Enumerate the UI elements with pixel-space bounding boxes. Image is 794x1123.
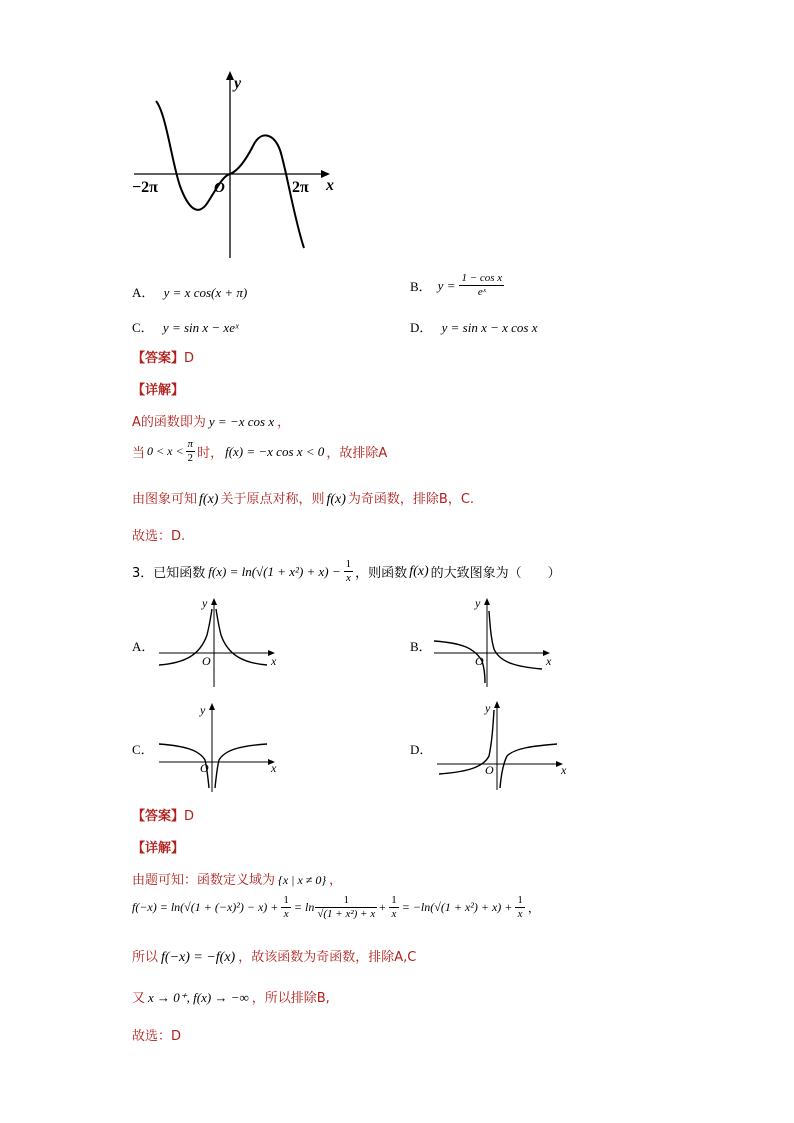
line2-plus: +: [378, 900, 387, 914]
svg-text:x: x: [271, 761, 277, 775]
stem-text-a: 3．已知函数: [132, 566, 206, 581]
line4-b: ，所以排除B,: [251, 991, 330, 1006]
line2-math: f(x) = −x cos x < 0: [225, 443, 325, 459]
svg-text:y: y: [200, 703, 206, 717]
q3-option-a-label: A．: [132, 639, 155, 654]
x-axis-label: x: [326, 177, 334, 194]
svg-text:O: O: [202, 654, 211, 668]
q3-graph-d: [433, 698, 573, 793]
stem-frac-den: x: [345, 572, 351, 584]
line2-mid: 时，: [197, 446, 224, 461]
option-b-fraction: [459, 272, 504, 299]
line1-end: ，: [329, 873, 343, 888]
svg-text:O: O: [485, 763, 494, 777]
stem-m2: f(x): [409, 563, 429, 579]
line2-frac3: $\frac{1}{x}$: [391, 894, 397, 920]
q2-option-d: [410, 317, 538, 336]
line2-fraction: [186, 438, 196, 465]
line2-frac-num: π: [187, 438, 194, 450]
option-b-numerator: 1 − cos x: [461, 272, 503, 284]
answer-tag: 【答案】: [132, 351, 185, 366]
tick-label-neg-2pi: −2π: [132, 179, 158, 196]
line2-frac2: 1 √(1 + x²) + x: [317, 894, 376, 920]
line2-frac4: $\frac{1}{x}$: [517, 894, 523, 920]
stem-math: f(x) = ln(√(1 + x²) + x) −: [208, 563, 341, 579]
q3-option-b-label: B．: [410, 639, 432, 654]
q2-explain-line3: [132, 488, 474, 508]
option-b-prefix: y =: [437, 277, 456, 293]
line2-ineq: 0 < x <: [147, 444, 184, 458]
line1-text: A的函数即为: [132, 415, 206, 430]
y-axis-label: y: [234, 75, 242, 92]
line3-c: 为奇函数，排除B，C.: [347, 492, 475, 507]
option-c-formula: y = sin x − xeˣ: [162, 320, 239, 335]
q3-explain-line5: 故选：D: [132, 1029, 182, 1044]
q3-explain-line2: [132, 894, 540, 921]
stem-fraction: [344, 558, 354, 585]
line3-m2: f(x): [326, 492, 346, 507]
option-b-denominator: eˣ: [477, 286, 486, 298]
svg-text:y: y: [485, 701, 491, 715]
line3-math: f(−x) = −f(x): [161, 950, 236, 965]
q3-graph-b: [430, 595, 560, 690]
svg-text:O: O: [200, 761, 209, 775]
q3-explain-line3: [132, 946, 416, 966]
option-b-label: B．: [410, 279, 432, 294]
line3-m1: f(x): [199, 492, 219, 507]
line1-end: ，: [277, 415, 291, 430]
svg-text:x: x: [271, 654, 277, 668]
q3-graph-a: [155, 595, 285, 690]
y-axis-arrow: [226, 71, 234, 80]
q2-option-c: [132, 317, 239, 336]
answer-value: D: [184, 809, 195, 824]
line1-text: 由题可知：函数定义域为: [132, 873, 276, 888]
option-a-label: A．: [132, 285, 155, 300]
line2-frac1: $\frac{1}{x}$: [283, 894, 289, 920]
q2-option-a: [132, 282, 247, 301]
svg-text:x: x: [546, 654, 552, 668]
q2-explain-tag: 【详解】: [132, 383, 185, 398]
svg-text:y: y: [202, 596, 208, 610]
q2-explain-line2: [132, 438, 387, 465]
line2-lhs: f(−x) = ln(√(1 + (−x)²) − x) +: [132, 900, 279, 914]
q3-option-d-label: D．: [410, 742, 433, 757]
line4-math: x → 0⁺, f(x) → −∞: [148, 990, 249, 1005]
line4-a: 又: [132, 991, 146, 1006]
tick-label-2pi: 2π: [292, 179, 309, 196]
line3-b: 关于原点对称，则: [220, 492, 325, 507]
q3-explain-line4: [132, 987, 330, 1006]
answer-value: D: [184, 351, 195, 366]
option-c-label: C．: [132, 320, 154, 335]
option-a-formula: y = x cos(x + π): [163, 285, 248, 300]
line1-math: y = −x cos x: [208, 414, 275, 429]
line2-frac-den: 2: [187, 452, 194, 464]
option-d-formula: y = sin x − x cos x: [441, 320, 538, 335]
stem-text-c: 的大致图象为（ ）: [430, 566, 561, 581]
svg-text:x: x: [561, 763, 567, 777]
origin-label: O: [214, 180, 225, 196]
q3-explain-tag: 【详解】: [132, 841, 185, 856]
answer-tag: 【答案】: [132, 809, 185, 824]
q2-function-graph: [128, 68, 348, 263]
line2-mid1: = ln: [293, 900, 315, 914]
svg-text:y: y: [475, 596, 481, 610]
line3-a: 所以: [132, 950, 159, 965]
line3-b: ，故该函数为奇函数，排除A,C: [238, 950, 417, 965]
q2-option-b: [410, 272, 504, 299]
svg-text:O: O: [475, 654, 484, 668]
option-d-label: D．: [410, 320, 433, 335]
q3-option-c-label: C．: [132, 742, 154, 757]
stem-text-b: ，则函数: [355, 566, 408, 581]
line2-end: ，: [527, 901, 540, 915]
q2-answer: [132, 347, 194, 366]
q3-explain-line1: [132, 869, 342, 888]
line2-end: ，故排除A: [326, 446, 388, 461]
line2-mid2: = −ln(√(1 + x²) + x) +: [401, 900, 513, 914]
line3-a: 由图象可知: [132, 492, 198, 507]
line2-prefix: 当: [132, 446, 146, 461]
q3-graph-c: [155, 700, 285, 795]
q2-explain-line4: 故选：D.: [132, 529, 186, 544]
stem-frac-num: 1: [345, 558, 352, 570]
line1-math: {x | x ≠ 0}: [278, 873, 327, 887]
q3-stem: [132, 558, 561, 585]
q3-answer: [132, 805, 194, 824]
q2-explain-line1: [132, 411, 290, 430]
